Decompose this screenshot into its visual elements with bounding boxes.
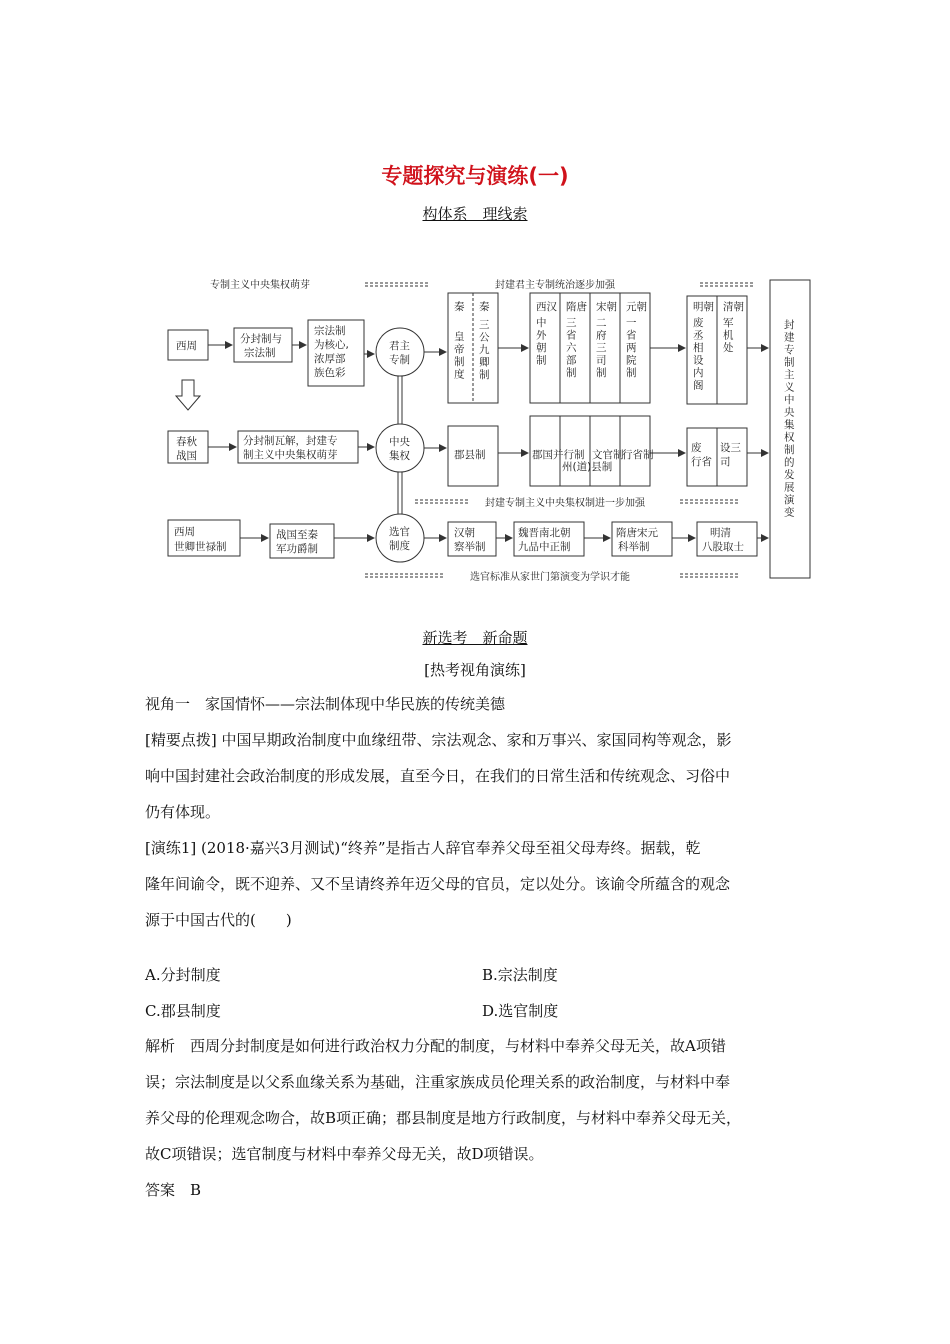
node-junguo: 郡国并行制 [532, 449, 585, 461]
node-qing: 清朝 [723, 301, 744, 313]
tips-line-1: [精要点拨] 中国早期政治制度中血缘纽带、宗法观念、家和万事兴、家国同构等观念，影 [145, 731, 732, 749]
node-chunqiu-1: 春秋 [176, 436, 197, 448]
option-a: A.分封制度 [145, 966, 221, 984]
circle-jiquan-2: 集权 [389, 450, 410, 462]
option-c: C.郡县制度 [145, 1002, 221, 1020]
content-body [145, 686, 810, 938]
node-xizhou2-1: 西周 [174, 526, 195, 538]
node-suitangsong-2: 科举制 [618, 541, 650, 553]
node-xizhou2-2: 世卿世禄制 [174, 541, 227, 553]
label-xuanguan-biaozhun: 选官标准从家世门第演变为学识才能 [470, 572, 630, 583]
circle-xuanguan-1: 选官 [389, 526, 410, 538]
vtext-sangong: 三公九卿制 [479, 319, 490, 381]
node-song: 宋朝 [596, 301, 617, 313]
section-heading-practice: [热考视角演练] [424, 661, 526, 679]
node-hanchao-1: 汉朝 [454, 527, 475, 539]
knowledge-diagram [140, 268, 820, 588]
section-heading-framework: 构体系 理线索 [422, 205, 528, 223]
analysis-block [145, 1028, 810, 1208]
node-xizhou: 西周 [176, 340, 197, 352]
page-title: 专题探究与演练(一) [381, 164, 569, 188]
node-sansi-1: 设三 [720, 442, 741, 454]
node-qin-2: 秦 [479, 301, 490, 313]
node-suitang: 隋唐 [566, 301, 587, 313]
node-qin-1: 秦 [454, 301, 465, 313]
node-zongfa-4: 族色彩 [314, 367, 346, 379]
node-xihan: 西汉 [536, 301, 557, 313]
analysis-line-4: 故C项错误；选官制度与材料中奉养父母无关，故D项错误。 [145, 1145, 544, 1163]
circle-xuanguan-2: 制度 [389, 540, 410, 552]
node-zhou: 州(道)县制 [562, 461, 613, 473]
exercise-line-3: 源于中国古代的( ) [145, 911, 292, 929]
node-ming: 明朝 [693, 301, 714, 313]
angle-heading: 视角一 家国情怀——宗法制体现中华民族的传统美德 [145, 695, 506, 713]
node-wajie-1: 分封制瓦解，封建专 [243, 435, 338, 447]
option-d: D.选官制度 [482, 1002, 559, 1020]
circle-junzhu-1: 君主 [389, 340, 410, 352]
node-fei-1: 废 [691, 442, 702, 454]
node-weijin-2: 九品中正制 [518, 541, 571, 553]
vtext-zhongwai: 中外朝制 [536, 317, 547, 367]
node-yuan: 元朝 [626, 301, 647, 313]
node-hanchao-2: 察举制 [454, 541, 486, 553]
node-zongfa-3: 浓厚部 [314, 353, 346, 365]
circle-jiquan-1: 中央 [389, 436, 410, 448]
node-xingsheng: 行省制 [622, 449, 654, 461]
node-zhanguo-2: 军功爵制 [276, 543, 318, 555]
node-zongfa-2: 为核心, [314, 339, 349, 351]
analysis-line-1: 解析 西周分封制度是如何进行政治权力分配的制度，与材料中奉养父母无关，故A项错 [145, 1037, 726, 1055]
node-sansi-2: 司 [720, 456, 731, 468]
analysis-line-2: 误；宗法制度是以父系血缘关系为基础，注重家族成员伦理关系的政治制度，与材料中奉 [145, 1073, 731, 1091]
vtext-feichengxiang: 废丞相设内阁 [693, 317, 704, 392]
node-fenfeng-2: 宗法制 [244, 347, 276, 359]
vtext-erfu: 二府三司制 [596, 317, 607, 379]
exercise-line-2: 隆年间谕令，既不迎养、又不呈请终养年迈父母的官员，定以处分。该谕令所蕴含的观念 [145, 875, 731, 893]
vtext-huangdi: 皇帝制度 [454, 331, 465, 381]
label-zhuanzhi-jiaqiang: 封建君主专制统治逐步加强 [495, 280, 615, 291]
exercise-line-1: [演练1] (2018·嘉兴3月测试)“终养”是指古人辞官奉养父母至祖父母寿终。据载，乾 [145, 839, 701, 857]
section-heading-new-questions: 新选考 新命题 [422, 629, 528, 647]
tips-line-2: 响中国封建社会政治制度的形成发展，直至今日，在我们的日常生活和传统观念、习俗中 [145, 767, 731, 785]
node-fenfeng-1: 分封制与 [240, 333, 282, 345]
node-mingqing-2: 八股取士 [702, 541, 744, 553]
node-junxian: 郡县制 [454, 449, 486, 461]
vtext-yisheng: 一省两院制 [626, 317, 637, 379]
node-wenguan: 文官制 [592, 449, 624, 461]
vtext-junjichu: 军机处 [723, 317, 734, 354]
node-weijin-1: 魏晋南北朝 [518, 527, 571, 539]
label-jiquan-jiaqiang: 封建专制主义中央集权制进一步加强 [485, 498, 645, 509]
tips-line-3: 仍有体现。 [145, 803, 221, 821]
option-b: B.宗法制度 [482, 966, 558, 984]
node-zongfa-1: 宗法制 [314, 325, 346, 337]
node-wajie-2: 制主义中央集权萌芽 [243, 449, 338, 461]
circle-junzhu-2: 专制 [389, 354, 410, 366]
analysis-line-3: 养父母的伦理观念吻合，故B项正确；郡县制度是地方行政制度，与材料中奉养父母无关， [145, 1109, 742, 1127]
node-suitangsong-1: 隋唐宋元 [616, 527, 658, 539]
label-mengya: 专制主义中央集权萌芽 [210, 280, 310, 291]
node-fei-2: 行省 [691, 456, 712, 468]
answer: 答案 B [145, 1181, 202, 1199]
node-mingqing-1: 明清 [710, 527, 731, 539]
vtext-right-box: 封建专制主义中央集权制的发展演变 [784, 319, 795, 519]
vtext-sansheng: 三省六部制 [566, 317, 577, 379]
node-zhanguo-1: 战国至秦 [276, 529, 318, 541]
node-chunqiu-2: 战国 [176, 450, 197, 462]
